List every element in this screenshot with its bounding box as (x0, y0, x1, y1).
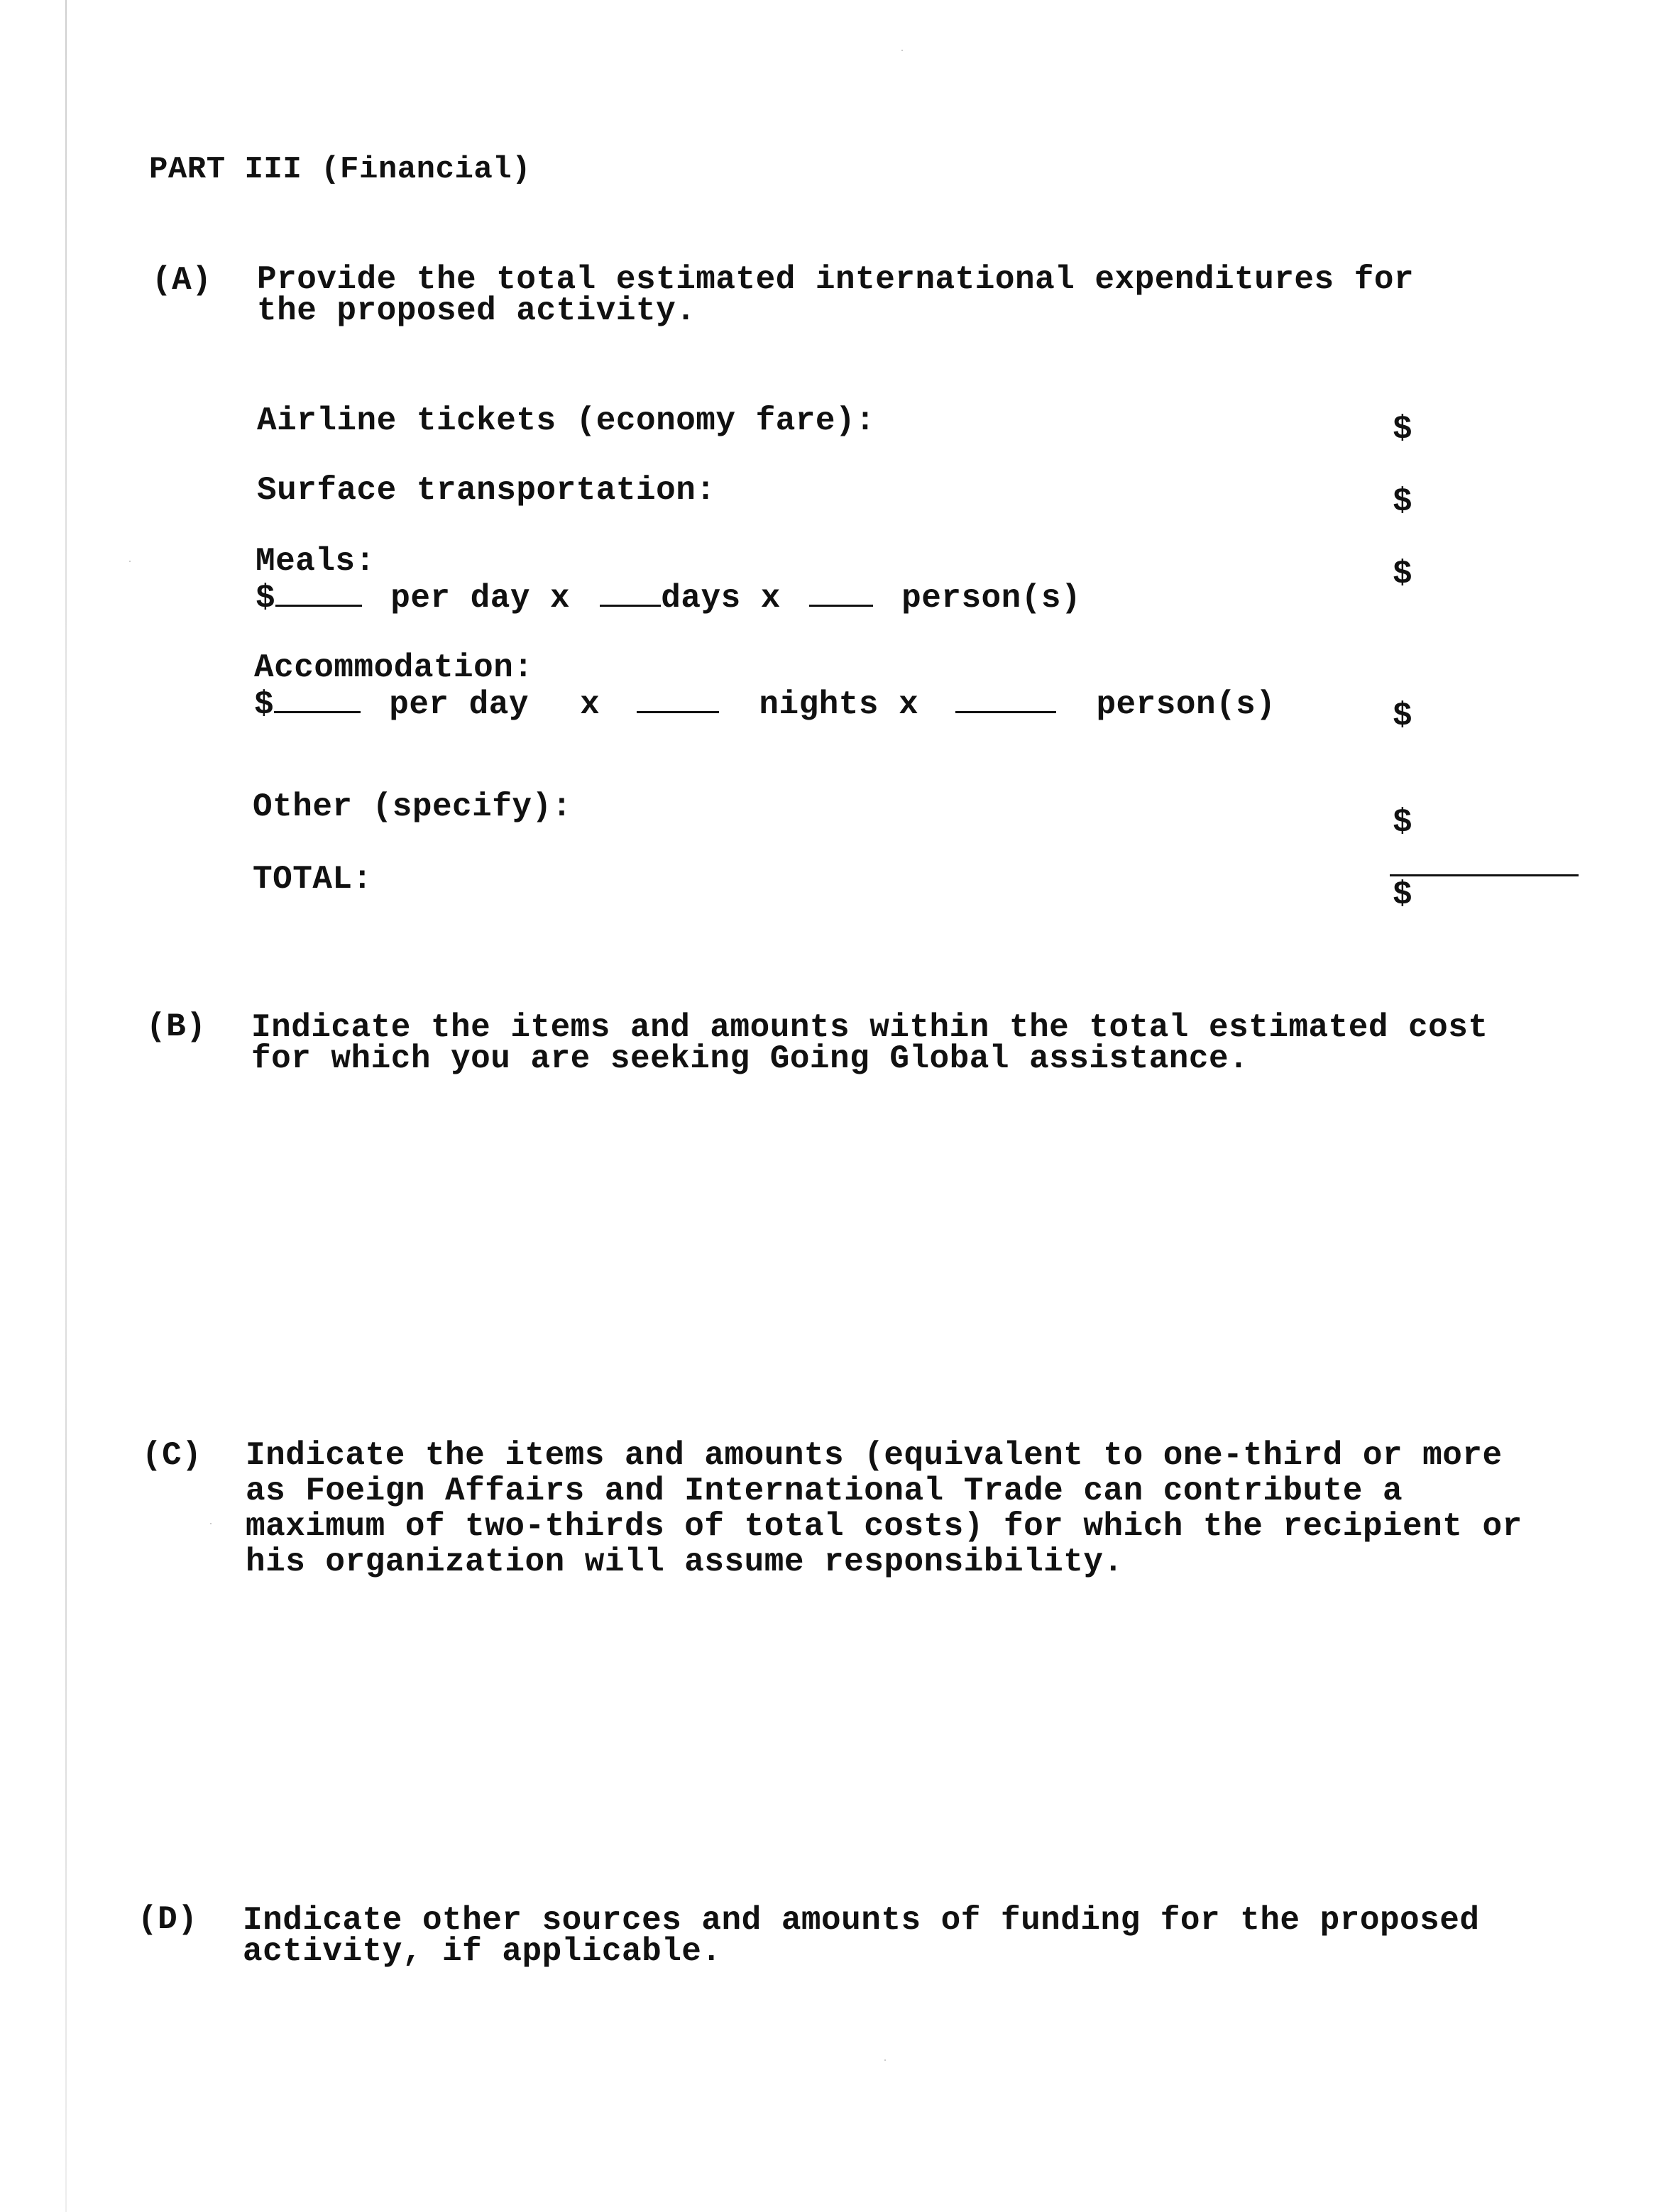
section-d-text (243, 1903, 1479, 1969)
section-d-line-1: Indicate other sources and amounts of funding for the proposed (243, 1902, 1480, 1939)
section-b-line-1: Indicate the items and amounts within the total estimated cost (251, 1009, 1488, 1046)
meals-days-text: days x (661, 580, 781, 617)
accommodation-x-text: x (580, 686, 600, 723)
section-a-line-1: Provide the total estimated international expenditures for (257, 261, 1415, 298)
meals-rate-blank[interactable] (275, 580, 362, 607)
accommodation-amount-dollar: $ (1393, 698, 1412, 734)
section-b-label: (B) (146, 1008, 207, 1045)
section-c-text (246, 1438, 1522, 1580)
other-amount-dollar: $ (1393, 804, 1412, 841)
airline-tickets-label: Airline tickets (economy fare): (257, 402, 876, 439)
section-a-text (257, 263, 1414, 328)
accommodation-rate-blank[interactable] (274, 687, 361, 713)
accommodation-per-day-text: per day (389, 686, 529, 723)
other-specify-label: Other (specify): (253, 788, 572, 825)
meals-persons-blank[interactable] (809, 580, 873, 607)
section-c-line-1: Indicate the items and amounts (equivalent to one-third or more (246, 1437, 1503, 1474)
meals-formula (256, 580, 1081, 616)
accommodation-persons-blank[interactable] (955, 687, 1056, 713)
scan-speck (901, 50, 903, 51)
meals-per-day-text: per day x (390, 580, 571, 617)
accommodation-nights-text: nights x (759, 686, 919, 723)
surface-transportation-label: Surface transportation: (257, 472, 716, 509)
accommodation-currency: $ (254, 686, 275, 723)
page-heading: PART III (Financial) (149, 152, 532, 187)
scan-edge-line (65, 0, 67, 2212)
meals-currency: $ (256, 580, 276, 617)
section-a-line-2: the proposed activity. (257, 292, 696, 329)
accommodation-nights-blank[interactable] (637, 687, 719, 713)
meals-days-blank[interactable] (600, 580, 661, 607)
section-c-label: (C) (142, 1437, 202, 1474)
meals-label: Meals: (256, 543, 375, 580)
accommodation-label: Accommodation: (254, 649, 534, 686)
meals-amount-dollar: $ (1393, 556, 1412, 593)
scan-speck (884, 2059, 886, 2061)
accommodation-formula (254, 687, 1275, 722)
section-b-line-2: for which you are seeking Going Global assistance. (251, 1040, 1249, 1077)
accommodation-persons-text: person(s) (1096, 686, 1276, 723)
section-c-line-2: as Foeign Affairs and International Trade can contribute a (246, 1473, 1403, 1509)
total-rule-line (1390, 874, 1579, 876)
total-amount-dollar: $ (1393, 876, 1412, 913)
airline-amount-dollar: $ (1393, 411, 1412, 448)
scan-speck (210, 1523, 212, 1524)
section-a-label: (A) (152, 262, 212, 299)
total-label: TOTAL: (253, 861, 373, 898)
meals-persons-text: person(s) (901, 580, 1082, 617)
section-c-line-4: his organization will assume responsibility. (246, 1544, 1124, 1580)
scan-speck (129, 561, 131, 562)
surface-amount-dollar: $ (1393, 483, 1412, 520)
section-d-label: (D) (138, 1901, 198, 1938)
section-d-line-2: activity, if applicable. (243, 1933, 722, 1970)
section-c-line-3: maximum of two-thirds of total costs) for which the recipient or (246, 1508, 1522, 1545)
section-b-text (251, 1011, 1488, 1076)
